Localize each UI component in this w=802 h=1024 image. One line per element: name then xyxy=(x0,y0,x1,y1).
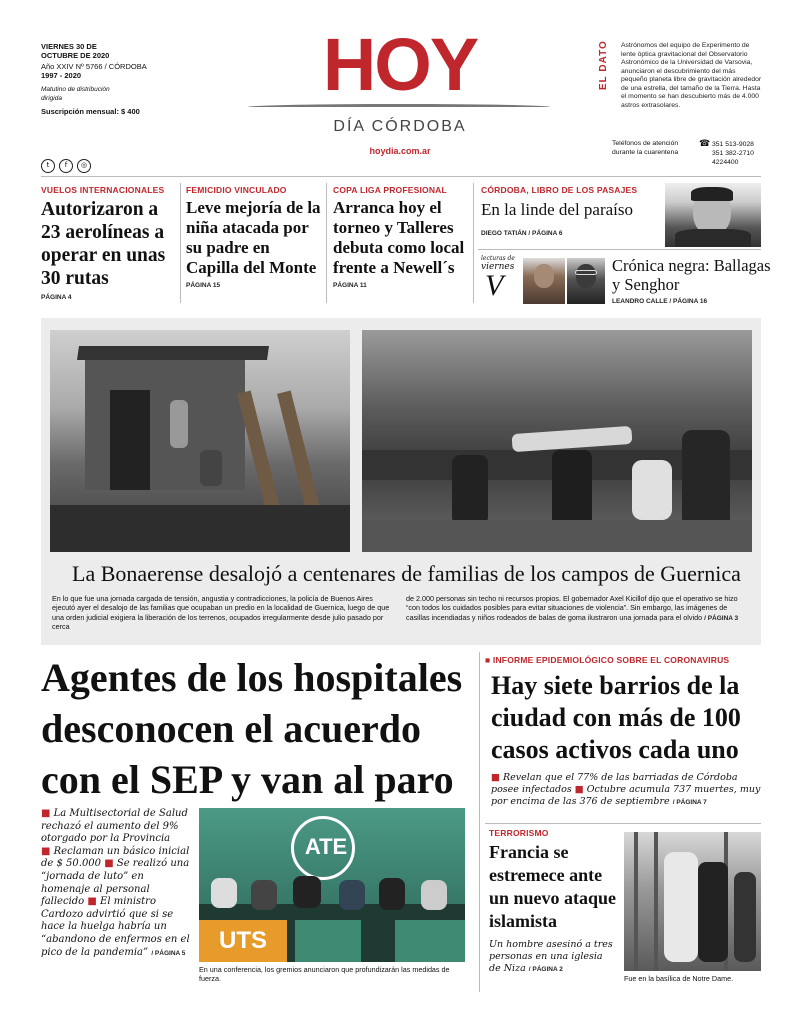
column-divider xyxy=(326,183,327,303)
viernes-label: viernes xyxy=(481,262,515,272)
social-links xyxy=(41,152,95,173)
terrorism-story[interactable] xyxy=(489,828,617,976)
logo-swoosh xyxy=(248,104,550,110)
eviction-march-photo xyxy=(362,330,752,552)
notre-dame-police-photo xyxy=(624,832,761,971)
story-page: PÁGINA 11 xyxy=(333,282,367,289)
edition-distribution: Matutino de distribución dirigida xyxy=(41,86,110,102)
main-page: / PÁGINA 5 xyxy=(151,949,186,957)
facebook-icon[interactable]: f xyxy=(59,159,73,173)
story-headline: Francia se estremece ante un nuevo ataque islamista xyxy=(489,842,617,931)
subscription-price: Suscripción mensual: $ 400 xyxy=(41,107,140,116)
feature-divider xyxy=(478,249,761,250)
edition-issue: Año XXIV Nº 5766 / CÓRDOBA xyxy=(41,62,147,71)
story-author: DIEGO TATIÁN / PÁGINA 6 xyxy=(481,230,563,237)
viernes-author: LEANDRO CALLE / PÁGINA 16 xyxy=(612,298,708,305)
bullet-icon: ■ xyxy=(491,772,500,783)
story-kicker: COPA LIGA PROFESIONAL xyxy=(333,185,447,195)
bullet-icon: ■ xyxy=(104,858,114,870)
masthead-info xyxy=(41,42,191,116)
top-story[interactable] xyxy=(186,185,321,289)
bullet-icon: ■ xyxy=(41,845,51,857)
story-page: PÁGINA 4 xyxy=(41,294,72,301)
logo-subtitle: DÍA CÓRDOBA xyxy=(333,118,467,135)
story-kicker: TERRORISMO xyxy=(489,828,549,838)
edition-years: 1997 - 2020 xyxy=(41,71,82,80)
guernica-page: / PÁGINA 3 xyxy=(704,614,739,622)
story-kicker: VUELOS INTERNACIONALES xyxy=(41,185,165,195)
top-story[interactable] xyxy=(41,185,176,301)
masthead-divider xyxy=(41,176,761,177)
kicker-bullet-icon: ■ xyxy=(485,655,491,665)
story-headline: Arranca hoy el torneo y Talleres debuta como local frente a Newell´s xyxy=(333,198,465,277)
bullet-icon: ■ xyxy=(41,808,51,819)
union-conference-photo xyxy=(199,808,465,962)
senghor-portrait-photo xyxy=(567,258,605,304)
ballagas-portrait-photo xyxy=(523,258,565,304)
guernica-headline[interactable]: La Bonaerense desalojó a centenares de familias de los campos de Guernica xyxy=(72,561,741,586)
section-divider xyxy=(485,823,761,824)
union-logo: ATE xyxy=(304,834,348,859)
viernes-letter: V xyxy=(485,269,504,302)
bullet-text: La Multisectorial de Salud rechazó el aumento del 9% otorgado por la Provincia xyxy=(41,808,188,845)
bullet-text: Reclaman un básico inicial de $ 50.000 xyxy=(41,845,190,870)
viernes-label-top: lecturas de xyxy=(481,255,515,262)
main-headline[interactable]: Agentes de los hospitales desconocen el acuerdo con el SEP y van al paro xyxy=(41,655,463,802)
story-kicker: CÓRDOBA, LIBRO DE LOS PASAJES xyxy=(481,185,638,195)
story-deck: ■ Revelan que el 77% de las barriadas de Córdoba posee infectados ■ Octubre acumula 737 muertes, muy por encima de las 376 de septiembre / PÁGINA 7 xyxy=(491,772,761,807)
story-kicker: FEMICIDIO VINCULADO xyxy=(186,185,287,195)
uts-banner: UTS xyxy=(199,920,287,962)
book-feature[interactable] xyxy=(481,185,661,237)
instagram-icon[interactable]: ◎ xyxy=(77,159,91,173)
twitter-icon[interactable]: t xyxy=(41,159,55,173)
logo[interactable]: HOY xyxy=(322,23,478,106)
guernica-body-right xyxy=(406,594,751,623)
bullet-icon: ■ xyxy=(574,784,584,795)
el-dato-label: EL DATO xyxy=(598,40,609,90)
site-url[interactable]: hoydia.com.ar xyxy=(369,146,431,156)
viernes-headline[interactable]: Crónica negra: Ballagas y Senghor xyxy=(612,256,771,294)
story-kicker: ■ INFORME EPIDEMIOLÓGICO SOBRE EL CORONAVIRUS xyxy=(485,655,730,665)
column-divider xyxy=(180,183,181,303)
epidemiologic-story[interactable] xyxy=(485,655,761,809)
column-divider xyxy=(479,652,480,992)
conference-caption: En una conferencia, los gremios anunciaron que profundizarán las medidas de fuerza. xyxy=(199,965,450,983)
guernica-body-text: de 2.000 personas sin techo ni recursos propios. El gobernador Axel Kicillof dijo que el operativo se hizo “con todos los cuidados posibles para evitar situaciones de violencia”. Sin embargo, las imágenes de casillas incendiadas y niños rodeados de balas de goma ilustraron una jornada para el olvido xyxy=(406,594,738,622)
phones-label: Teléfonos de atención durante la cuarentena xyxy=(612,140,679,156)
phone-number[interactable]: 351 382-2710 xyxy=(712,150,754,157)
story-page: / PÁGINA 7 xyxy=(672,799,707,806)
bullet-text: Se realizó una “jornada de luto” en homenaje al personal fallecido xyxy=(41,858,190,908)
story-headline: Hay siete barrios de la ciudad con más de 100 casos activos cada uno xyxy=(491,671,741,764)
story-page: / PÁGINA 2 xyxy=(528,966,563,973)
phone-number[interactable]: 351 513-9028 xyxy=(712,141,754,148)
terrorism-caption: Fue en la basílica de Notre Dame. xyxy=(624,974,734,983)
story-headline: En la linde del paraíso xyxy=(481,200,634,219)
story-page: PÁGINA 15 xyxy=(186,282,221,289)
author-portrait-photo xyxy=(665,183,761,247)
story-headline: Leve mejoría de la niña atacada por su padre en Capilla del Monte xyxy=(186,198,321,277)
story-headline: Autorizaron a 23 aerolíneas a operar en unas 30 rutas xyxy=(41,199,166,289)
main-bullets xyxy=(41,808,196,960)
guernica-body-left: En lo que fue una jornada cargada de tensión, angustia y contradicciones, la policía de Buenos Aires ejecutó ayer el desalojo de las familias que ocupaban un predio en la localidad de Guernica, luego de que una orden judicial exigiera la liberación de los terrenos, ocupados irregularmente desde julio pasado por cerca xyxy=(52,594,390,631)
phone-number[interactable]: 4224400 xyxy=(712,159,739,166)
phones-list xyxy=(712,140,754,167)
column-divider xyxy=(473,183,474,303)
bullet-text: El ministro Cardozo advirtió que si se hace la huelga habría un “abandono de enfermos en el pico de la pandemia” xyxy=(41,896,190,958)
top-story[interactable] xyxy=(333,185,468,289)
shack-photo xyxy=(50,330,350,552)
edition-date: VIERNES 30 DE OCTUBRE DE 2020 xyxy=(41,42,110,60)
phone-icon: ☎ xyxy=(699,139,711,149)
story-deck: Un hombre asesinó a tres personas en una iglesia de Niza / PÁGINA 2 xyxy=(489,939,613,974)
el-dato-text: Astrónomos del equipo de Experimento de lente óptica gravitacional del Observatorio Astronómico de la Universidad de Varsovia, anunciaron el descubrimiento del más pequeño planeta libre de gravitación alrededor de una estrella, del tamaño de la Tierra. Hasta el momento se han descubierto más de 4.000 astros extrasolares. xyxy=(621,42,762,109)
bullet-icon: ■ xyxy=(87,896,97,908)
